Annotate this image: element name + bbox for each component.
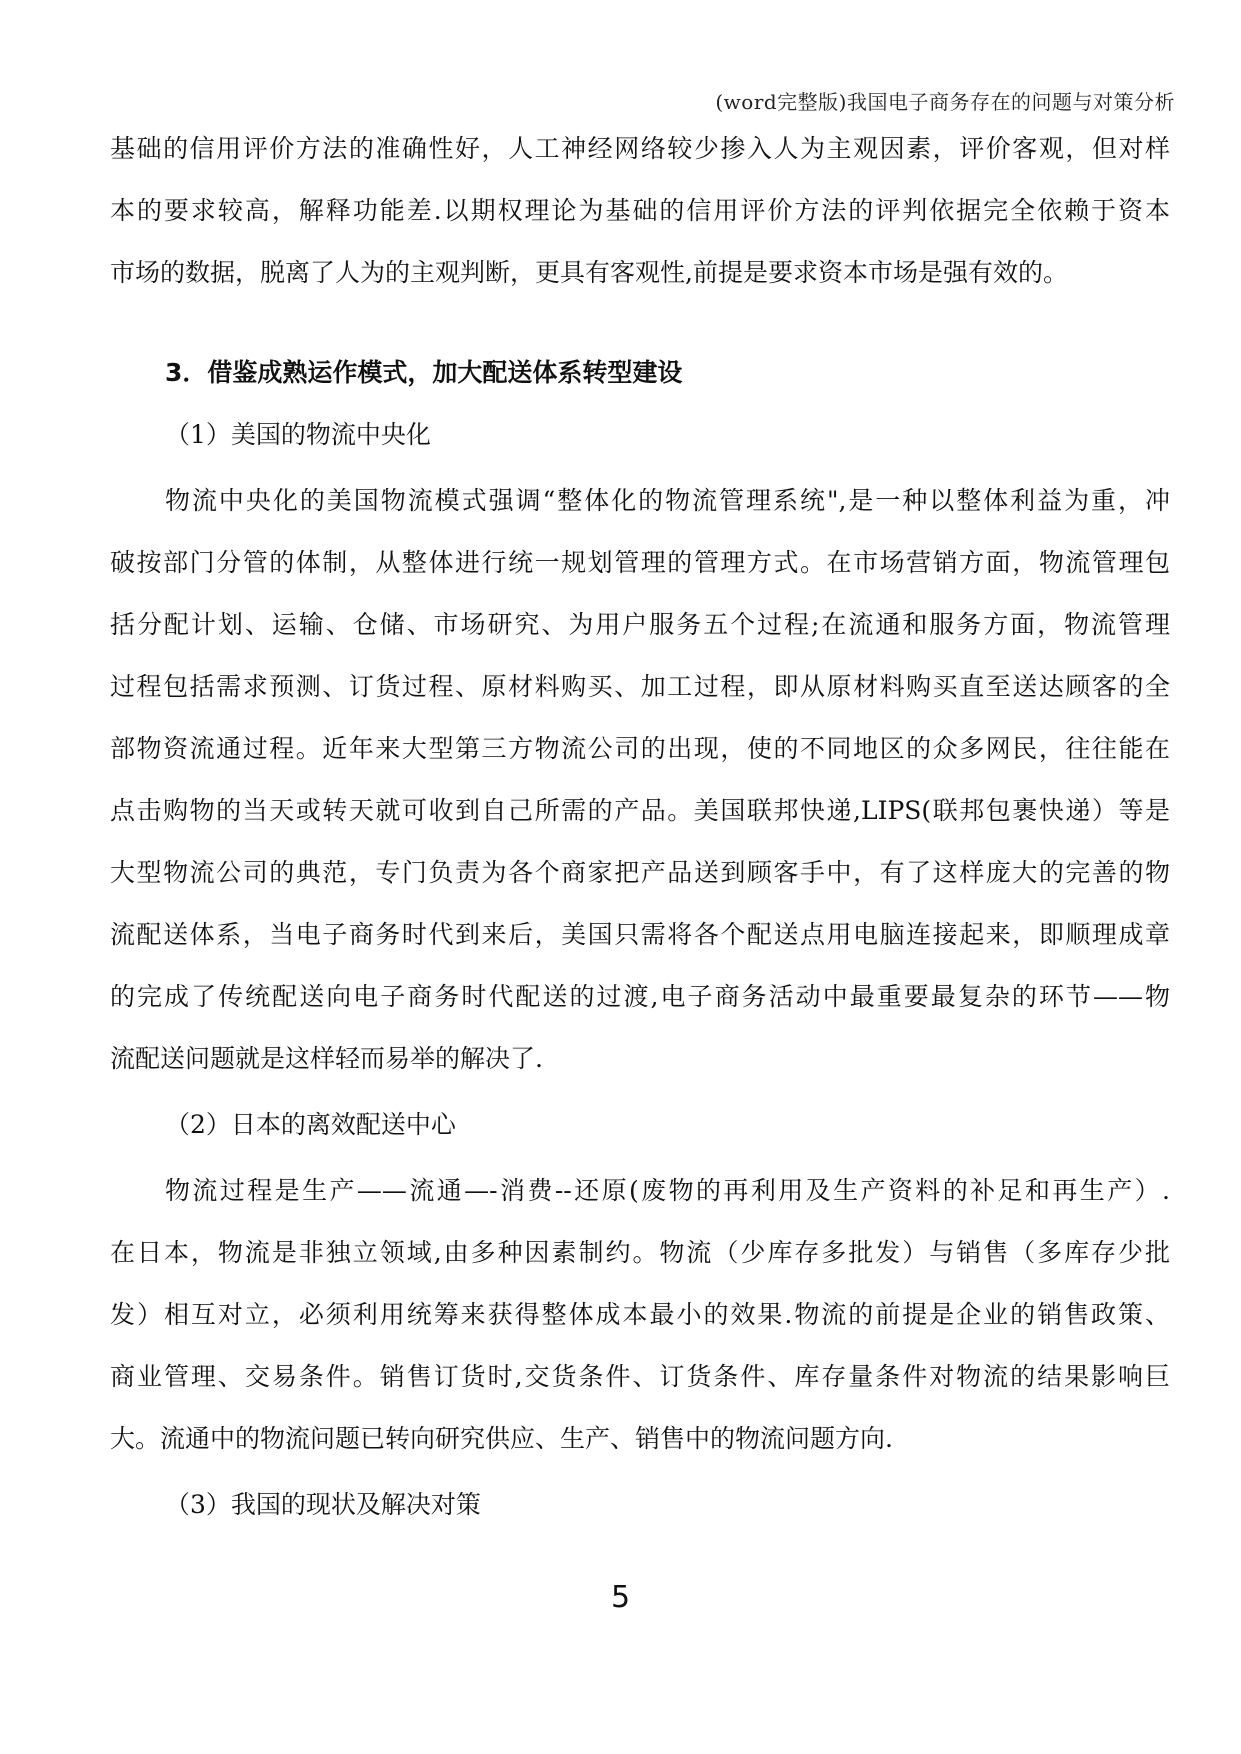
paragraph-line: 物流过程是生产——流通—-消费--还原(废物的再利用及生产资料的补足和再生产）. [165,1176,1170,1205]
paragraph-line: 流配送问题就是这样轻而易举的解决了. [110,1044,543,1073]
page-number: 5 [610,1580,631,1615]
subsection-heading: （3）我国的现状及解决对策 [165,1490,481,1519]
paragraph-line: 部物资流通过程。近年来大型第三方物流公司的出现，使的不同地区的众多网民，往往能在 [110,734,1170,763]
paragraph-line: 的完成了传统配送向电子商务时代配送的过渡,电子商务活动中最重要最复杂的环节——物 [110,982,1170,1011]
paragraph-line: 商业管理、交易条件。销售订货时,交货条件、订货条件、库存量条件对物流的结果影响巨 [110,1362,1170,1391]
section-heading: 3．借鉴成熟运作模式，加大配送体系转型建设 [165,358,683,387]
paragraph-line: 在日本，物流是非独立领域,由多种因素制约。物流（少库存多批发）与销售（多库存少批 [110,1238,1170,1267]
running-header: (word完整版)我国电子商务存在的问题与对策分析 [715,90,1175,114]
paragraph-line: 大。流通中的物流问题已转向研究供应、生产、销售中的物流问题方向. [110,1424,893,1453]
paragraph-line: 物流中央化的美国物流模式强调“整体化的物流管理系统",是一种以整体利益为重，冲 [165,486,1170,515]
paragraph-line: 发）相互对立，必须利用统筹来获得整体成本最小的效果.物流的前提是企业的销售政策、 [110,1300,1170,1329]
paragraph-line: 市场的数据，脱离了人为的主观判断，更具有客观性,前提是要求资本市场是强有效的。 [110,258,1068,287]
paragraph-line: 过程包括需求预测、订货过程、原材料购买、加工过程，即从原材料购买直至送达顾客的全 [110,672,1170,701]
paragraph-line: 括分配计划、运输、仓储、市场研究、为用户服务五个过程;在流通和服务方面，物流管理 [110,610,1170,639]
paragraph-line: 破按部门分管的体制，从整体进行统一规划管理的管理方式。在市场营销方面，物流管理包 [110,548,1170,577]
subsection-heading: （1）美国的物流中央化 [165,420,431,449]
subsection-heading: （2）日本的离效配送中心 [165,1110,456,1139]
paragraph-line: 大型物流公司的典范，专门负责为各个商家把产品送到顾客手中，有了这样庞大的完善的物 [110,858,1170,887]
paragraph-line: 点击购物的当天或转天就可收到自己所需的产品。美国联邦快递,LIPS(联邦包裹快递）等是 [110,796,1170,825]
document-body [110,0,1170,1754]
paragraph-line: 本的要求较高，解释功能差.以期权理论为基础的信用评价方法的评判依据完全依赖于资本 [110,196,1170,225]
paragraph-line: 基础的信用评价方法的准确性好，人工神经网络较少掺入人为主观因素，评价客观，但对样 [110,134,1170,163]
paragraph-line: 流配送体系，当电子商务时代到来后，美国只需将各个配送点用电脑连接起来，即顺理成章 [110,920,1170,949]
